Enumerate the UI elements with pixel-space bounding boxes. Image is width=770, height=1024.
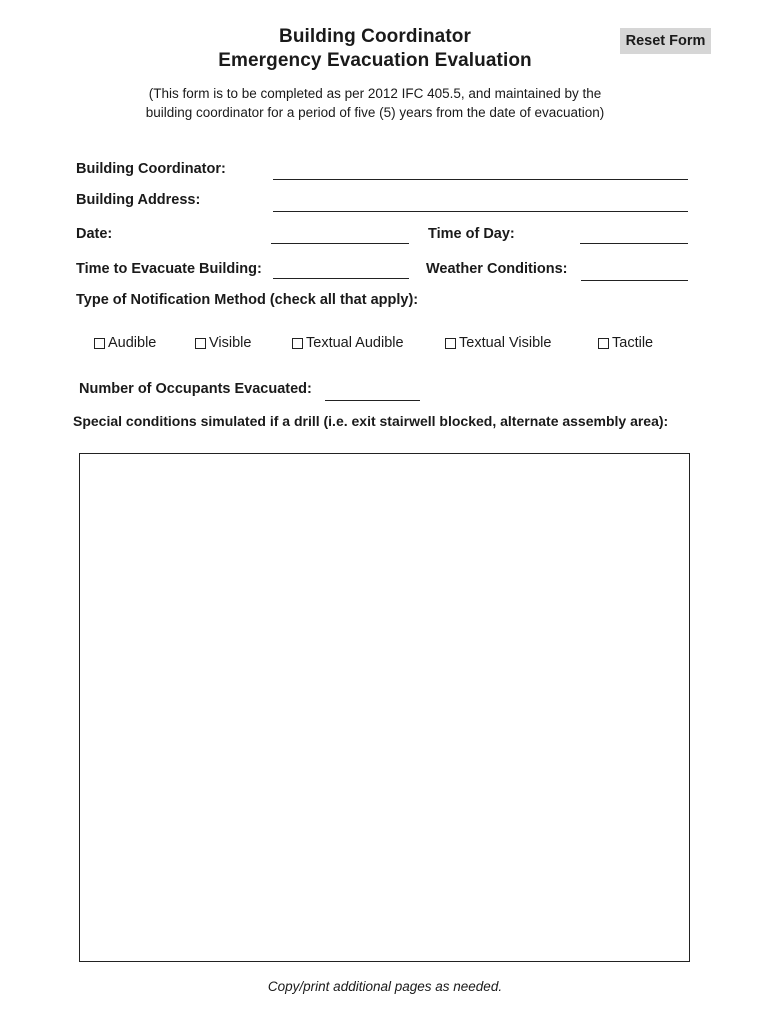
audible-label: Audible [108, 335, 157, 351]
option-visible[interactable] [195, 335, 251, 351]
occupants-evacuated-label: Number of Occupants Evacuated: [79, 381, 312, 397]
option-audible[interactable] [94, 335, 156, 351]
tactile-checkbox[interactable] [598, 338, 609, 349]
notification-method-label: Type of Notification Method (check all that apply): [76, 292, 419, 308]
building-address-field[interactable] [273, 193, 688, 212]
textual-audible-checkbox[interactable] [292, 338, 303, 349]
time-of-day-field[interactable] [580, 225, 688, 244]
date-field[interactable] [271, 225, 409, 244]
date-label: Date: [76, 226, 113, 242]
textual-visible-label: Textual Visible [459, 335, 552, 351]
tactile-label: Tactile [612, 335, 654, 351]
time-to-evacuate-field[interactable] [273, 260, 409, 279]
visible-label: Visible [209, 335, 252, 351]
building-coordinator-label: Building Coordinator: [76, 161, 226, 177]
title-line-1: Building Coordinator [279, 26, 471, 47]
reset-form-button[interactable]: Reset Form [620, 28, 711, 54]
weather-conditions-field[interactable] [581, 262, 688, 281]
special-conditions-label: Special conditions simulated if a drill (i.e. exit stairwell blocked, alternate assembly area): [73, 413, 669, 429]
option-tactile[interactable] [598, 335, 653, 351]
textual-visible-checkbox[interactable] [445, 338, 456, 349]
special-conditions-textarea[interactable] [79, 453, 690, 962]
option-textual-audible[interactable] [292, 335, 404, 351]
textual-audible-label: Textual Audible [306, 335, 404, 351]
visible-checkbox[interactable] [195, 338, 206, 349]
time-to-evacuate-label: Time to Evacuate Building: [76, 261, 262, 277]
subtitle-line-1: (This form is to be completed as per 2012 IFC 405.5, and maintained by the [148, 86, 602, 101]
time-of-day-label: Time of Day: [428, 226, 515, 242]
occupants-evacuated-field[interactable] [325, 382, 420, 401]
weather-conditions-label: Weather Conditions: [426, 261, 568, 277]
building-address-label: Building Address: [76, 192, 201, 208]
building-coordinator-field[interactable] [273, 161, 688, 180]
subtitle-line-2: building coordinator for a period of five (5) years from the date of evacuation) [145, 105, 605, 120]
footer-note: Copy/print additional pages as needed. [267, 979, 503, 994]
audible-checkbox[interactable] [94, 338, 105, 349]
option-textual-visible[interactable] [445, 335, 551, 351]
title-line-2: Emergency Evacuation Evaluation [218, 50, 532, 71]
